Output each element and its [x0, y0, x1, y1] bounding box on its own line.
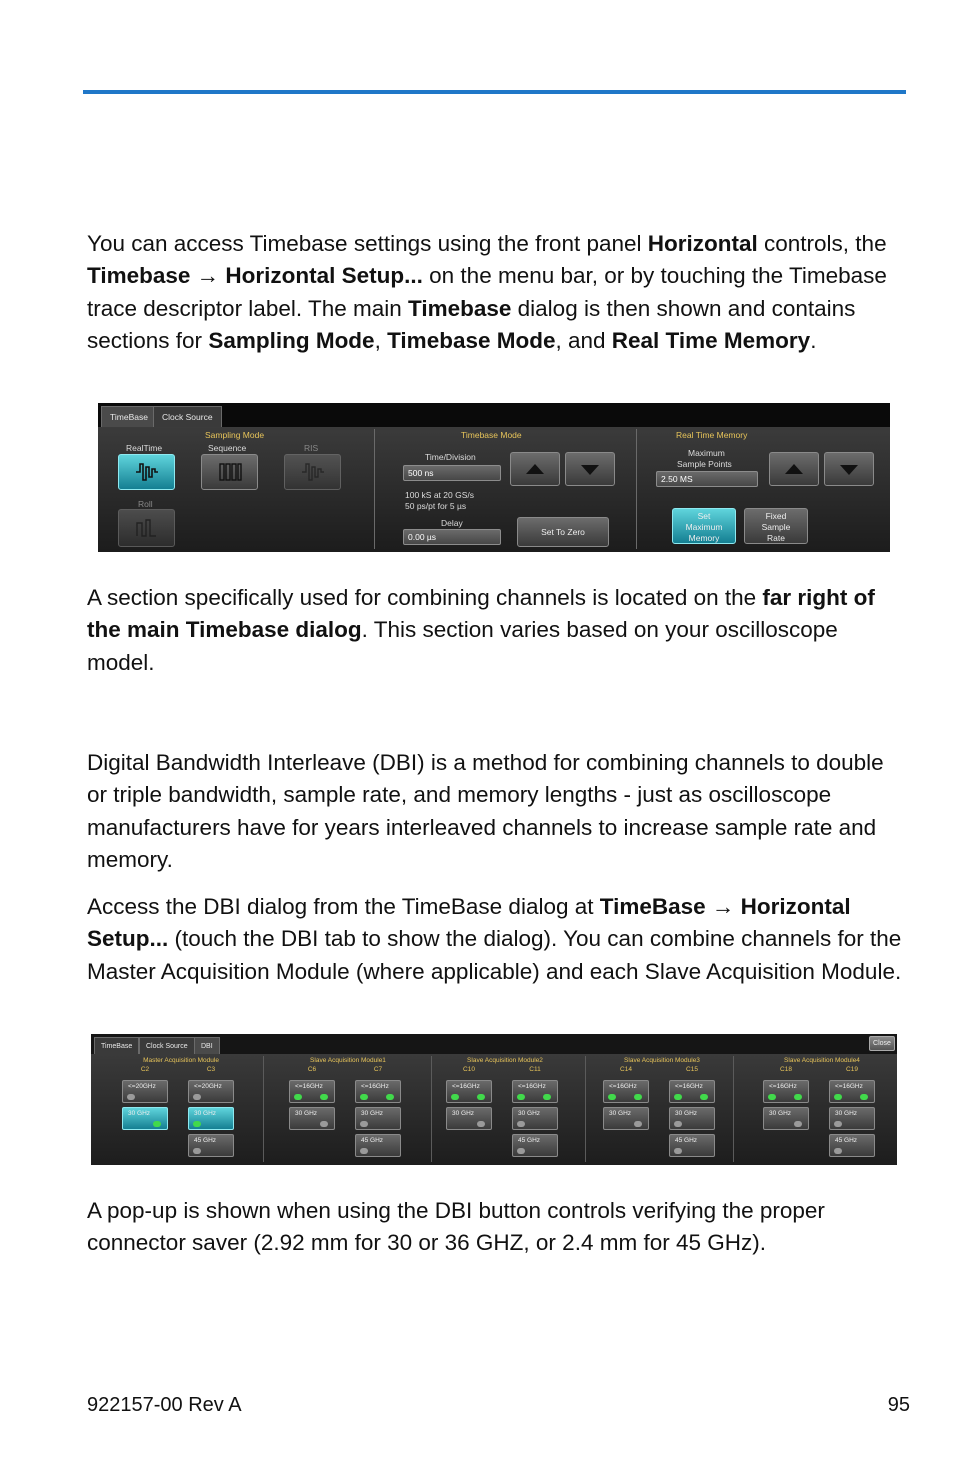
dbi-mode-button[interactable] [188, 1080, 234, 1103]
status-led-icon [634, 1121, 642, 1127]
ris-label: RIS [304, 443, 319, 453]
section-divider [636, 429, 637, 549]
status-led-icon [794, 1094, 802, 1100]
bold-text-run: far right of the main Timebase dialog [87, 585, 875, 643]
tab-timebase[interactable]: TimeBase [94, 1037, 139, 1054]
ris-waveform-icon [300, 461, 326, 483]
header-rule [83, 90, 906, 94]
dbi-button-label: 30 GHz [675, 1110, 698, 1117]
dbi-dialog-screenshot [91, 1034, 897, 1165]
dbi-mode-button[interactable] [122, 1080, 168, 1103]
status-led-icon [153, 1121, 161, 1127]
text-run: (touch the DBI tab to show the dialog). You can combine channels for the Master Acquisition Module (where applicable) and each Slave Acquisition Module. [87, 926, 902, 984]
dbi-button-label: 45 GHz [361, 1137, 384, 1144]
dbi-button-label: <=16GHz [452, 1083, 480, 1090]
dbi-button-label: <=16GHz [609, 1083, 637, 1090]
arrow-down-icon [581, 465, 599, 475]
dbi-button-label: 30 GHz [835, 1110, 858, 1117]
status-led-icon [634, 1094, 642, 1100]
tab-dbi[interactable]: DBI [194, 1037, 220, 1054]
dbi-button-label: 30 GHz [769, 1110, 792, 1117]
text-run: . This section varies based on your oscilloscope model. [87, 617, 838, 675]
dbi-mode-button[interactable] [188, 1134, 234, 1157]
channel-label: C2 [140, 1066, 150, 1073]
text-run: A pop-up is shown when using the DBI button controls verifying the proper connector saver (2.92 mm for 30 or 36 GHZ, or 2.4 mm for 45 GHz). [87, 1198, 825, 1256]
channel-label: C18 [780, 1066, 792, 1073]
close-button[interactable]: Close [869, 1036, 895, 1051]
status-led-icon [608, 1094, 616, 1100]
dbi-mode-button[interactable] [446, 1080, 492, 1103]
status-led-icon [517, 1094, 525, 1100]
module-title: Slave Acquisition Module4 [784, 1057, 860, 1064]
section-divider [374, 429, 375, 549]
dbi-mode-button[interactable] [355, 1080, 401, 1103]
bold-text-run: Timebase Mode [387, 328, 556, 354]
text-run: A section specifically used for combining channels is located on the [87, 585, 763, 610]
dbi-mode-button[interactable] [829, 1080, 875, 1103]
channel-label: C6 [307, 1066, 317, 1073]
status-led-icon [794, 1121, 802, 1127]
module-title: Slave Acquisition Module1 [310, 1057, 386, 1064]
text-run: , and [555, 328, 612, 354]
roll-waveform-icon [134, 517, 160, 539]
dbi-button-label: <=16GHz [518, 1083, 546, 1090]
dbi-mode-button[interactable] [763, 1107, 809, 1130]
status-led-icon [477, 1094, 485, 1100]
set-max-line1: Set [697, 511, 711, 521]
sample-info-line1: 100 kS at 20 GS/s [405, 490, 474, 500]
text-run: Access the DBI dialog from the TimeBase dialog at [87, 894, 600, 919]
dbi-button-label: 30 GHz [295, 1110, 318, 1117]
dbi-mode-button[interactable] [603, 1107, 649, 1130]
intro-paragraph [87, 228, 907, 358]
status-led-icon [294, 1094, 302, 1100]
dbi-mode-button[interactable] [188, 1107, 234, 1130]
text-run: Digital Bandwidth Interleave (DBI) is a method for combining channels to double or triple bandwidth, sample rate, and memory lengths - just as oscilloscope manufacturers have for years interleaved channels to increase sample rate and memory. [87, 750, 884, 873]
dbi-button-label: <=16GHz [835, 1083, 863, 1090]
time-division-field[interactable]: 500 ns [403, 465, 501, 481]
module-divider [585, 1056, 586, 1162]
status-led-icon [700, 1094, 708, 1100]
status-led-icon [193, 1094, 201, 1100]
dbi-mode-button[interactable] [829, 1107, 875, 1130]
dbi-access-paragraph [87, 891, 907, 988]
set-max-line2: Maximum [685, 522, 723, 532]
time-division-up-button[interactable] [510, 452, 560, 486]
dbi-button-label: 30 GHz [194, 1110, 217, 1117]
delay-field[interactable]: 0.00 µs [403, 529, 501, 545]
slave-acquisition-module-2 [431, 1054, 579, 1165]
dbi-mode-button[interactable] [512, 1107, 558, 1130]
tab-clock-source[interactable]: Clock Source [153, 406, 222, 427]
set-max-line3: Memory [688, 533, 720, 543]
dbi-mode-button[interactable] [512, 1080, 558, 1103]
sequence-segments-icon [217, 461, 243, 483]
fixed-rate-line1: Fixed [765, 511, 787, 521]
fixed-rate-line3: Rate [767, 533, 785, 543]
set-to-zero-button[interactable]: Set To Zero [517, 517, 609, 547]
dbi-mode-button[interactable] [512, 1134, 558, 1157]
status-led-icon [360, 1121, 368, 1127]
dbi-mode-button[interactable] [289, 1080, 335, 1103]
dbi-button-label: 45 GHz [518, 1137, 541, 1144]
realtime-label: RealTime [126, 443, 163, 453]
status-led-icon [386, 1094, 394, 1100]
time-division-label: Time/Division [425, 452, 476, 462]
channel-label: C14 [620, 1066, 632, 1073]
status-led-icon [674, 1148, 682, 1154]
dialog-tab-bar [98, 403, 890, 427]
sequence-button[interactable] [201, 454, 258, 490]
channel-label: C11 [529, 1066, 541, 1073]
dbi-mode-button[interactable] [669, 1080, 715, 1103]
status-led-icon [517, 1121, 525, 1127]
arrow-up-icon [526, 464, 544, 474]
set-maximum-memory-button[interactable] [672, 508, 736, 544]
max-points-label-1: Maximum [688, 448, 725, 458]
dbi-mode-button[interactable] [289, 1107, 335, 1130]
dbi-button-label: <=20GHz [194, 1083, 222, 1090]
dbi-button-label: <=20GHz [128, 1083, 156, 1090]
footer-doc-id: 922157-00 Rev A [87, 1394, 242, 1416]
channel-label: C7 [373, 1066, 383, 1073]
text-run: . [810, 328, 817, 354]
status-led-icon [320, 1121, 328, 1127]
dbi-mode-button[interactable] [669, 1134, 715, 1157]
dbi-mode-button[interactable] [355, 1134, 401, 1157]
sample-info-line2: 50 ps/pt for 5 µs [405, 501, 467, 511]
bold-text-run: Timebase [408, 295, 512, 321]
dbi-mode-button[interactable] [122, 1107, 168, 1130]
dbi-button-label: <=16GHz [295, 1083, 323, 1090]
roll-button[interactable] [118, 509, 175, 547]
slave-acquisition-module-4 [748, 1054, 896, 1165]
max-points-label-2: Sample Points [677, 459, 732, 469]
module-title: Master Acquisition Module [143, 1057, 219, 1064]
fixed-sample-rate-button[interactable] [744, 508, 808, 544]
status-led-icon [360, 1148, 368, 1154]
channel-label: C10 [463, 1066, 475, 1073]
real-time-memory-title: Real Time Memory [676, 430, 748, 440]
realtime-button[interactable] [118, 454, 175, 490]
delay-label: Delay [441, 518, 463, 528]
text-run: You can access Timebase settings using the front panel [87, 231, 648, 256]
dbi-description-paragraph [87, 747, 907, 877]
status-led-icon [674, 1094, 682, 1100]
status-led-icon [477, 1121, 485, 1127]
dbi-button-label: <=16GHz [769, 1083, 797, 1090]
arrow-down-icon [840, 465, 858, 475]
dbi-mode-button[interactable] [355, 1107, 401, 1130]
status-led-icon [860, 1094, 868, 1100]
status-led-icon [834, 1121, 842, 1127]
module-title: Slave Acquisition Module2 [467, 1057, 543, 1064]
module-title: Slave Acquisition Module3 [624, 1057, 700, 1064]
bold-text-run: Real Time Memory [611, 328, 811, 354]
channel-label: C3 [206, 1066, 216, 1073]
module-divider [733, 1056, 734, 1162]
status-led-icon [360, 1094, 368, 1100]
bold-text-run: Sampling Mode [208, 328, 375, 354]
status-led-icon [517, 1148, 525, 1154]
channel-label: C15 [686, 1066, 698, 1073]
sampling-mode-title: Sampling Mode [205, 430, 265, 440]
popup-note-paragraph [87, 1195, 907, 1260]
text-run: controls, the [757, 231, 887, 256]
tab-clock-source[interactable]: Clock Source [139, 1037, 195, 1054]
text-run: on the menu bar, or by touching the Timebase trace descriptor label. The main [87, 263, 887, 321]
footer-page-number: 95 [887, 1394, 910, 1416]
realtime-waveform-icon [134, 461, 160, 483]
dbi-button-label: <=16GHz [675, 1083, 703, 1090]
status-led-icon [674, 1121, 682, 1127]
fixed-rate-line2: Sample [761, 522, 791, 532]
bold-text-run: Timebase → Horizontal Setup... [87, 263, 423, 289]
status-led-icon [834, 1148, 842, 1154]
bold-text-run: TimeBase → Horizontal Setup... [87, 894, 851, 952]
dbi-mode-button[interactable] [603, 1080, 649, 1103]
arrow-up-icon [785, 464, 803, 474]
dbi-button-label: 45 GHz [675, 1137, 698, 1144]
dbi-mode-button[interactable] [829, 1134, 875, 1157]
max-points-field[interactable]: 2.50 MS [656, 471, 758, 487]
dbi-mode-button[interactable] [446, 1107, 492, 1130]
memory-down-button[interactable] [824, 452, 874, 486]
dbi-button-label: 30 GHz [361, 1110, 384, 1117]
text-run: , [374, 328, 388, 354]
bold-text-run: Horizontal [647, 231, 758, 256]
dbi-button-label: 30 GHz [518, 1110, 541, 1117]
status-led-icon [834, 1094, 842, 1100]
master-acquisition-module [107, 1054, 255, 1165]
text-run: dialog is then shown and contains sections for [87, 295, 856, 354]
slave-acquisition-module-1 [274, 1054, 422, 1165]
dbi-mode-button[interactable] [763, 1080, 809, 1103]
roll-label: Roll [138, 499, 153, 509]
dbi-button-label: 30 GHz [128, 1110, 151, 1117]
dbi-button-label: 45 GHz [194, 1137, 217, 1144]
module-divider [263, 1056, 264, 1162]
status-led-icon [193, 1148, 201, 1154]
time-division-down-button[interactable] [565, 452, 615, 486]
dbi-button-label: 45 GHz [835, 1137, 858, 1144]
status-led-icon [320, 1094, 328, 1100]
channel-label: C19 [846, 1066, 858, 1073]
slave-acquisition-module-3 [588, 1054, 736, 1165]
dbi-button-label: <=16GHz [361, 1083, 389, 1090]
status-led-icon [193, 1121, 201, 1127]
status-led-icon [543, 1094, 551, 1100]
status-led-icon [768, 1094, 776, 1100]
timebase-mode-title: Timebase Mode [461, 430, 522, 440]
dbi-mode-button[interactable] [669, 1107, 715, 1130]
sequence-label: Sequence [208, 443, 247, 453]
dbi-button-label: 30 GHz [452, 1110, 475, 1117]
dbi-button-label: 30 GHz [609, 1110, 632, 1117]
status-led-icon [127, 1094, 135, 1100]
memory-up-button[interactable] [769, 452, 819, 486]
status-led-icon [451, 1094, 459, 1100]
timebase-dialog-screenshot [98, 403, 890, 552]
channel-combining-paragraph [87, 582, 907, 679]
tab-timebase[interactable]: TimeBase [101, 406, 157, 427]
ris-button[interactable] [284, 454, 341, 490]
